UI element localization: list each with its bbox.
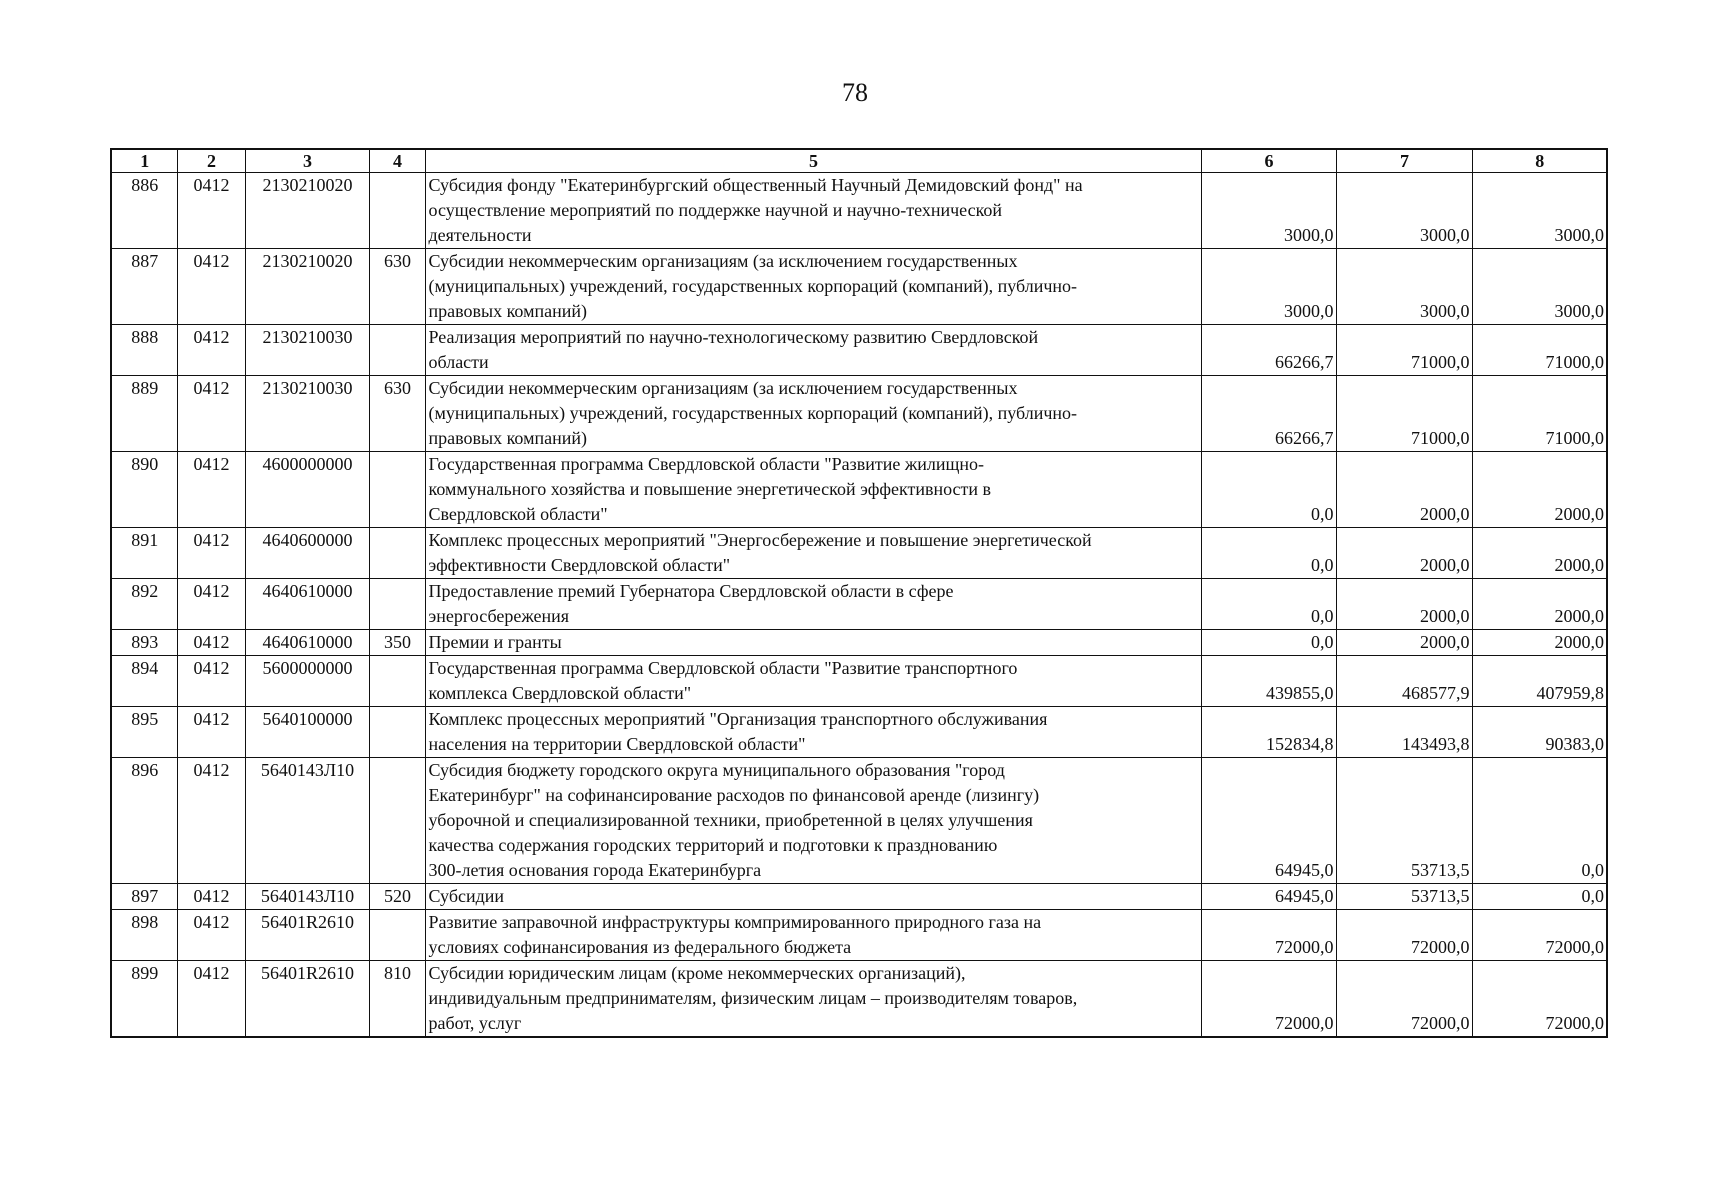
table-row: [111, 325, 1607, 376]
page-number: 78: [842, 78, 868, 107]
table-row: [111, 173, 1607, 249]
item-name-line: Субсидии юридическим лицам (кроме некоммерческих организаций),: [428, 963, 966, 983]
target-article-code: 4640610000: [245, 630, 369, 656]
item-name: [425, 325, 1201, 376]
target-article-code: 2130210030: [245, 376, 369, 452]
row-number: 888: [111, 325, 177, 376]
budget-table: [110, 148, 1608, 1038]
table-header: [111, 149, 1607, 173]
amount-column-7: 143493,8: [1336, 707, 1472, 758]
table-row: [111, 376, 1607, 452]
amount-column-7: 2000,0: [1336, 579, 1472, 630]
expense-type-code: 810: [369, 961, 425, 1038]
amount-column-6: 3000,0: [1201, 173, 1336, 249]
expense-type-code: 520: [369, 884, 425, 910]
target-article-code: 5600000000: [245, 656, 369, 707]
item-name-line: Свердловской области": [428, 504, 608, 524]
amount-column-8: 407959,8: [1472, 656, 1607, 707]
amount-column-6: 64945,0: [1201, 758, 1336, 884]
row-number: 893: [111, 630, 177, 656]
item-name: [425, 910, 1201, 961]
amount-column-7: 71000,0: [1336, 376, 1472, 452]
section-code: 0412: [177, 656, 245, 707]
amount-column-8: 2000,0: [1472, 452, 1607, 528]
amount-column-7: 72000,0: [1336, 910, 1472, 961]
item-name: [425, 758, 1201, 884]
item-name-line: энергосбережения: [428, 606, 570, 626]
amount-column-7: 468577,9: [1336, 656, 1472, 707]
expense-type-code: [369, 452, 425, 528]
amount-column-8: 0,0: [1472, 758, 1607, 884]
row-number: 887: [111, 249, 177, 325]
item-name: [425, 173, 1201, 249]
item-name-line: Премии и гранты: [428, 632, 562, 652]
amount-column-8: 72000,0: [1472, 961, 1607, 1038]
table-row: [111, 758, 1607, 884]
target-article-code: 4600000000: [245, 452, 369, 528]
item-name: [425, 376, 1201, 452]
column-header-1: 1: [111, 149, 177, 173]
item-name-line: эффективности Свердловской области": [428, 555, 731, 575]
row-number: 898: [111, 910, 177, 961]
item-name-line: Государственная программа Свердловской области "Развитие транспортного: [428, 658, 1018, 678]
amount-column-6: 72000,0: [1201, 910, 1336, 961]
section-code: 0412: [177, 528, 245, 579]
amount-column-6: 152834,8: [1201, 707, 1336, 758]
column-header-8: 8: [1472, 149, 1607, 173]
item-name-line: Субсидии некоммерческим организациям (за исключением государственных: [428, 378, 1018, 398]
table-row: [111, 707, 1607, 758]
amount-column-6: 0,0: [1201, 528, 1336, 579]
item-name-line: Субсидии: [428, 886, 505, 906]
target-article-code: 2130210020: [245, 249, 369, 325]
section-code: 0412: [177, 376, 245, 452]
item-name: [425, 707, 1201, 758]
item-name-line: работ, услуг: [428, 1013, 522, 1033]
amount-column-7: 53713,5: [1336, 758, 1472, 884]
row-number: 897: [111, 884, 177, 910]
item-name: [425, 961, 1201, 1038]
item-name-line: Субсидия фонду "Екатеринбургский общественный Научный Демидовский фонд" на: [428, 175, 1083, 195]
section-code: 0412: [177, 707, 245, 758]
table-row: [111, 656, 1607, 707]
item-name-line: Реализация мероприятий по научно-технологическому развитию Свердловской: [428, 327, 1039, 347]
amount-column-7: 2000,0: [1336, 630, 1472, 656]
table-row: [111, 884, 1607, 910]
section-code: 0412: [177, 758, 245, 884]
table-row: [111, 961, 1607, 1038]
item-name: [425, 452, 1201, 528]
item-name-line: 300-летия основания города Екатеринбурга: [428, 860, 762, 880]
section-code: 0412: [177, 173, 245, 249]
amount-column-7: 3000,0: [1336, 249, 1472, 325]
amount-column-8: 2000,0: [1472, 528, 1607, 579]
item-name-line: правовых компаний): [428, 428, 587, 448]
amount-column-8: 2000,0: [1472, 630, 1607, 656]
item-name-line: уборочной и специализированной техники, приобретенной в целях улучшения: [428, 810, 1033, 830]
amount-column-7: 3000,0: [1336, 173, 1472, 249]
row-number: 899: [111, 961, 177, 1038]
header-row: [111, 149, 1607, 173]
section-code: 0412: [177, 579, 245, 630]
amount-column-6: 0,0: [1201, 630, 1336, 656]
expense-type-code: [369, 325, 425, 376]
target-article-code: 2130210030: [245, 325, 369, 376]
target-article-code: 56401R2610: [245, 961, 369, 1038]
amount-column-6: 64945,0: [1201, 884, 1336, 910]
item-name: [425, 249, 1201, 325]
row-number: 886: [111, 173, 177, 249]
expense-type-code: [369, 528, 425, 579]
target-article-code: 5640143Л10: [245, 758, 369, 884]
target-article-code: 4640600000: [245, 528, 369, 579]
expense-type-code: [369, 758, 425, 884]
amount-column-6: 66266,7: [1201, 325, 1336, 376]
item-name-line: населения на территории Свердловской области": [428, 734, 806, 754]
table-row: [111, 630, 1607, 656]
item-name-line: коммунального хозяйства и повышение энергетической эффективности в: [428, 479, 992, 499]
amount-column-8: 3000,0: [1472, 249, 1607, 325]
amount-column-7: 71000,0: [1336, 325, 1472, 376]
row-number: 895: [111, 707, 177, 758]
amount-column-8: 0,0: [1472, 884, 1607, 910]
amount-column-6: 3000,0: [1201, 249, 1336, 325]
column-header-4: 4: [369, 149, 425, 173]
item-name-line: (муниципальных) учреждений, государственных корпораций (компаний), публично-: [428, 403, 1078, 423]
section-code: 0412: [177, 452, 245, 528]
column-header-7: 7: [1336, 149, 1472, 173]
table-row: [111, 249, 1607, 325]
row-number: 894: [111, 656, 177, 707]
item-name-line: Екатеринбург" на софинансирование расходов по финансовой аренде (лизингу): [428, 785, 1040, 805]
expense-type-code: [369, 173, 425, 249]
amount-column-6: 0,0: [1201, 579, 1336, 630]
item-name-line: Развитие заправочной инфраструктуры компримированного природного газа на: [428, 912, 1042, 932]
row-number: 892: [111, 579, 177, 630]
target-article-code: 5640100000: [245, 707, 369, 758]
amount-column-7: 72000,0: [1336, 961, 1472, 1038]
item-name-line: Субсидии некоммерческим организациям (за исключением государственных: [428, 251, 1018, 271]
item-name-line: осуществление мероприятий по поддержке научной и научно-технической: [428, 200, 1003, 220]
amount-column-8: 3000,0: [1472, 173, 1607, 249]
section-code: 0412: [177, 325, 245, 376]
item-name-line: Комплекс процессных мероприятий "Организация транспортного обслуживания: [428, 709, 1048, 729]
item-name: [425, 884, 1201, 910]
section-code: 0412: [177, 961, 245, 1038]
expense-type-code: 630: [369, 249, 425, 325]
column-header-5: 5: [425, 149, 1201, 173]
row-number: 891: [111, 528, 177, 579]
row-number: 896: [111, 758, 177, 884]
amount-column-6: 439855,0: [1201, 656, 1336, 707]
table-row: [111, 910, 1607, 961]
target-article-code: 5640143Л10: [245, 884, 369, 910]
row-number: 890: [111, 452, 177, 528]
table-row: [111, 452, 1607, 528]
amount-column-8: 2000,0: [1472, 579, 1607, 630]
target-article-code: 2130210020: [245, 173, 369, 249]
amount-column-8: 71000,0: [1472, 376, 1607, 452]
amount-column-8: 71000,0: [1472, 325, 1607, 376]
target-article-code: 4640610000: [245, 579, 369, 630]
amount-column-7: 2000,0: [1336, 452, 1472, 528]
item-name: [425, 630, 1201, 656]
amount-column-8: 72000,0: [1472, 910, 1607, 961]
item-name-line: индивидуальным предпринимателям, физическим лицам – производителям товаров,: [428, 988, 1078, 1008]
item-name: [425, 579, 1201, 630]
expense-type-code: [369, 707, 425, 758]
amount-column-7: 2000,0: [1336, 528, 1472, 579]
column-header-6: 6: [1201, 149, 1336, 173]
table-body: [111, 173, 1607, 1038]
amount-column-6: 0,0: [1201, 452, 1336, 528]
item-name-line: области: [428, 352, 489, 372]
item-name-line: Государственная программа Свердловской области "Развитие жилищно-: [428, 454, 985, 474]
item-name: [425, 528, 1201, 579]
item-name-line: правовых компаний): [428, 301, 587, 321]
amount-column-8: 90383,0: [1472, 707, 1607, 758]
item-name-line: качества содержания городских территорий и подготовки к празднованию: [428, 835, 998, 855]
item-name-line: деятельности: [428, 225, 532, 245]
item-name-line: Предоставление премий Губернатора Свердловской области в сфере: [428, 581, 954, 601]
expense-type-code: 630: [369, 376, 425, 452]
expense-type-code: [369, 656, 425, 707]
section-code: 0412: [177, 884, 245, 910]
table-row: [111, 579, 1607, 630]
column-header-3: 3: [245, 149, 369, 173]
expense-type-code: 350: [369, 630, 425, 656]
table-row: [111, 528, 1607, 579]
expense-type-code: [369, 910, 425, 961]
section-code: 0412: [177, 910, 245, 961]
expense-type-code: [369, 579, 425, 630]
item-name-line: условиях софинансирования из федерального бюджета: [428, 937, 852, 957]
section-code: 0412: [177, 630, 245, 656]
item-name: [425, 656, 1201, 707]
amount-column-7: 53713,5: [1336, 884, 1472, 910]
amount-column-6: 66266,7: [1201, 376, 1336, 452]
column-header-2: 2: [177, 149, 245, 173]
item-name-line: Комплекс процессных мероприятий "Энергосбережение и повышение энергетической: [428, 530, 1092, 550]
amount-column-6: 72000,0: [1201, 961, 1336, 1038]
item-name-line: комплекса Свердловской области": [428, 683, 692, 703]
target-article-code: 56401R2610: [245, 910, 369, 961]
item-name-line: (муниципальных) учреждений, государственных корпораций (компаний), публично-: [428, 276, 1078, 296]
row-number: 889: [111, 376, 177, 452]
section-code: 0412: [177, 249, 245, 325]
item-name-line: Субсидия бюджету городского округа муниципального образования "город: [428, 760, 1005, 780]
